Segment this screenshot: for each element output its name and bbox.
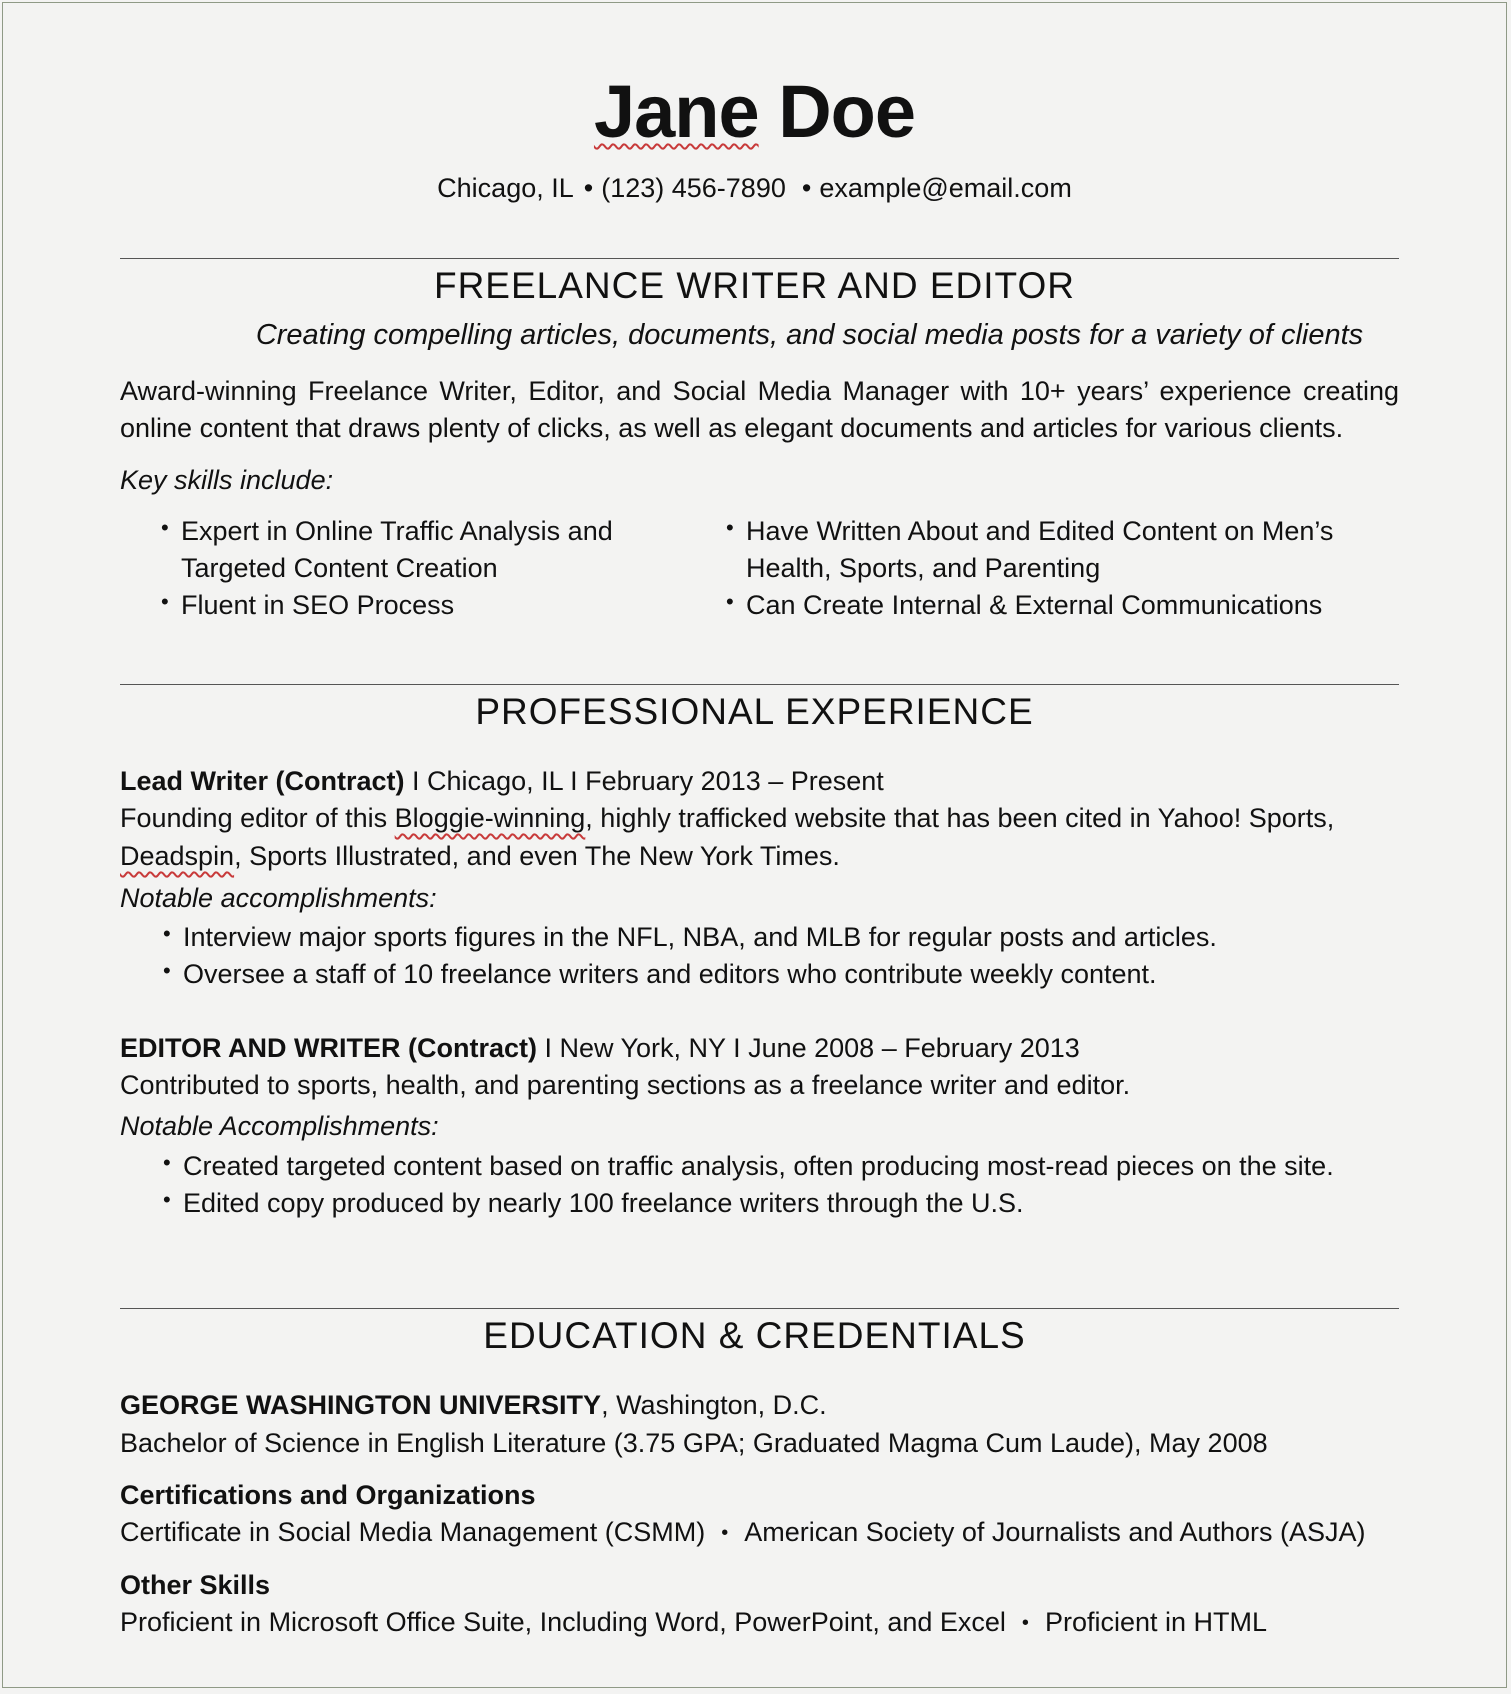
organization: American Society of Journalists and Authors (ASJA) [744, 1517, 1366, 1547]
summary-paragraph: Award-winning Freelance Writer, Editor, and Social Media Manager with 10+ years’ experience creating online content that draws plenty of clicks, as well as elegant documents and articles for various clients. [120, 376, 1399, 443]
job-description-line-1 [120, 803, 1399, 834]
desc-text: , highly trafficked website that has been cited in Yahoo! Sports, [585, 803, 1335, 833]
candidate-name [3, 70, 1506, 153]
job-header [120, 766, 884, 797]
separator: • [1021, 1612, 1029, 1635]
certifications-line [120, 1517, 1366, 1548]
other-skills-heading: Other Skills [120, 1570, 271, 1600]
job-description: Contributed to sports, health, and parenting sections as a freelance writer and editor. [120, 1070, 1131, 1100]
skills-right-column [726, 513, 1366, 624]
accomplishment-item: • Interview major sports figures in the NFL, NBA, and MLB for regular posts and articles. [163, 919, 1217, 956]
accomplishments-label: Notable accomplishments: [120, 883, 437, 913]
summary-title: FREELANCE WRITER AND EDITOR [433, 265, 1075, 306]
job-details: I Chicago, IL I February 2013 – Present [404, 766, 884, 796]
accomplishment-item: • Edited copy produced by nearly 100 freelance writers through the U.S. [163, 1185, 1334, 1222]
other-skill: Proficient in HTML [1044, 1607, 1268, 1637]
skills-label: Key skills include: [120, 465, 334, 495]
email: example@email.com [819, 173, 1072, 203]
location: Chicago, IL [437, 173, 574, 203]
experience-title: PROFESSIONAL EXPERIENCE [475, 691, 1034, 732]
certification: Certificate in Social Media Management (CSMM) [120, 1517, 706, 1547]
desc-text: Founding editor of this [120, 803, 395, 833]
contact-line [3, 173, 1506, 204]
other-skill: Proficient in Microsoft Office Suite, Including Word, PowerPoint, and Excel [120, 1607, 1006, 1637]
education-title: EDUCATION & CREDENTIALS [483, 1315, 1026, 1356]
certifications-heading: Certifications and Organizations [120, 1480, 536, 1510]
skill-item: • Expert in Online Traffic Analysis and Targeted Content Creation [161, 513, 661, 587]
last-name: Doe [778, 70, 916, 153]
school-line [120, 1390, 827, 1421]
other-skills-line [120, 1607, 1267, 1638]
school-name: GEORGE WASHINGTON UNIVERSITY [120, 1390, 602, 1420]
section-divider [120, 684, 1399, 685]
degree: Bachelor of Science in English Literature (3.75 GPA; Graduated Magma Cum Laude), May 2008 [120, 1428, 1268, 1458]
job-role: Lead Writer (Contract) [120, 766, 405, 796]
resume-page [2, 2, 1507, 1688]
desc-text: , Sports Illustrated, and even The New York Times. [234, 841, 840, 871]
skill-item: • Have Written About and Edited Content on Men’s Health, Sports, and Parenting [726, 513, 1366, 587]
accomplishment-item: • Oversee a staff of 10 freelance writers and editors who contribute weekly content. [163, 956, 1217, 993]
school-location: , Washington, D.C. [601, 1390, 827, 1420]
skill-item: • Fluent in SEO Process [161, 587, 661, 624]
section-divider [120, 1308, 1399, 1309]
first-name: Jane [593, 70, 759, 153]
desc-word: Deadspin [120, 841, 235, 871]
separator: • [801, 173, 812, 203]
accomplishment-item: • Created targeted content based on traffic analysis, often producing most-read pieces on the site. [163, 1148, 1334, 1185]
accomplishments-list [163, 919, 1217, 993]
separator: • [721, 1522, 729, 1545]
skills-left-column [161, 513, 661, 624]
job-description-line-2 [120, 841, 840, 872]
section-divider [120, 258, 1399, 259]
skill-item: • Can Create Internal & External Communications [726, 587, 1366, 624]
accomplishments-label: Notable Accomplishments: [120, 1111, 439, 1141]
job-role: EDITOR AND WRITER (Contract) [120, 1033, 537, 1063]
accomplishments-list [163, 1148, 1334, 1222]
job-header [120, 1033, 1080, 1064]
separator: • [583, 173, 594, 203]
tagline: Creating compelling articles, documents, and social media posts for a variety of clients [255, 319, 1364, 351]
phone: (123) 456-7890 [601, 173, 786, 203]
desc-word: Bloggie-winning [394, 803, 586, 833]
job-details: I New York, NY I June 2008 – February 2013 [536, 1033, 1080, 1063]
